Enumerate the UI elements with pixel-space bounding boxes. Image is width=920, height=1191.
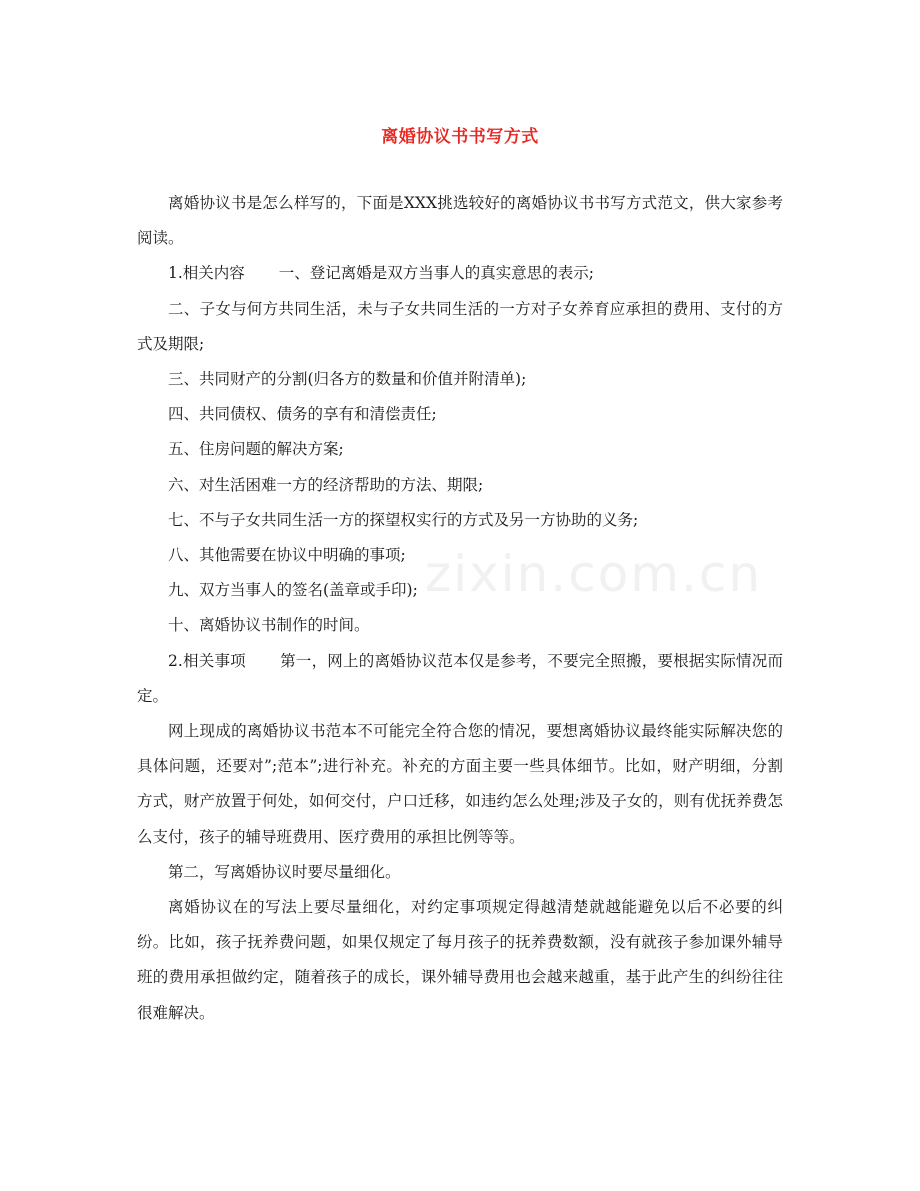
- list-item-9: 九、双方当事人的签名(盖章或手印);: [168, 581, 418, 600]
- list-item-7: 七、不与子女共同生活一方的探望权实行的方式及另一方协助的义务;: [168, 510, 639, 529]
- document-body: [137, 186, 783, 1031]
- list-item-8: 八、其他需要在协议中明确的事项;: [168, 546, 406, 565]
- section-2-heading: 2.相关事项: [168, 651, 246, 670]
- list-item-4: 四、共同债权、债务的享有和清偿责任;: [168, 405, 437, 424]
- section-2-paragraph: [137, 644, 783, 714]
- point-2-heading: 第二，写离婚协议时要尽量细化。: [168, 862, 401, 881]
- list-item-5: 五、住房问题的解决方案;: [168, 440, 344, 459]
- list-item-6: 六、对生活困难一方的经济帮助的方法、期限;: [168, 475, 484, 494]
- list-item-2: 二、子女与何方共同生活，未与子女共同生活的一方对子女养育应承担的费用、支付的方式及期限;: [137, 299, 783, 353]
- section-1-item-1: 一、登记离婚是双方当事人的真实意思的表示;: [278, 264, 595, 283]
- intro-paragraph: 离婚协议书是怎么样写的，下面是XXX挑选较好的离婚协议书书写方式范文，供大家参考阅读。: [137, 194, 783, 248]
- list-item-10: 十、离婚协议书制作的时间。: [168, 616, 370, 635]
- detail-paragraph-2: 离婚协议在的写法上要尽量细化，对约定事项规定得越清楚就越能避免以后不必要的纠纷。比如，孩子抚养费问题，如果仅规定了每月孩子的抚养费数额，没有就孩子参加课外辅导班的费用承担做约定，随着孩子的成长，课外辅导费用也会越来越重，基于此产生的纠纷往往很难解决。: [137, 898, 783, 1022]
- section-1-heading: 1.相关内容: [168, 264, 245, 283]
- document-title: 离婚协议书书写方式: [381, 127, 539, 147]
- section-2-point-1: 第一，网上的离婚协议范本仅是参考，不要完全照搬，要根据实际情况而定。: [137, 651, 783, 705]
- list-item-3: 三、共同财产的分割(归各方的数量和价值并附清单);: [168, 370, 527, 389]
- details-paragraph: 网上现成的离婚协议书范本不可能完全符合您的情况，要想离婚协议最终能实际解决您的具体问题，还要对”;范本”;进行补充。补充的方面主要一些具体细节。比如，财产明细，分割方式，财产放置于何处，如何交付，户口迁移，如违约怎么处理;涉及子女的，则有优抚养费怎么支付，孩子的辅导班费用、医疗费用的承担比例等等。: [137, 722, 783, 846]
- section-1-paragraph: [137, 256, 783, 291]
- watermark: zixin.com.cn: [425, 545, 763, 603]
